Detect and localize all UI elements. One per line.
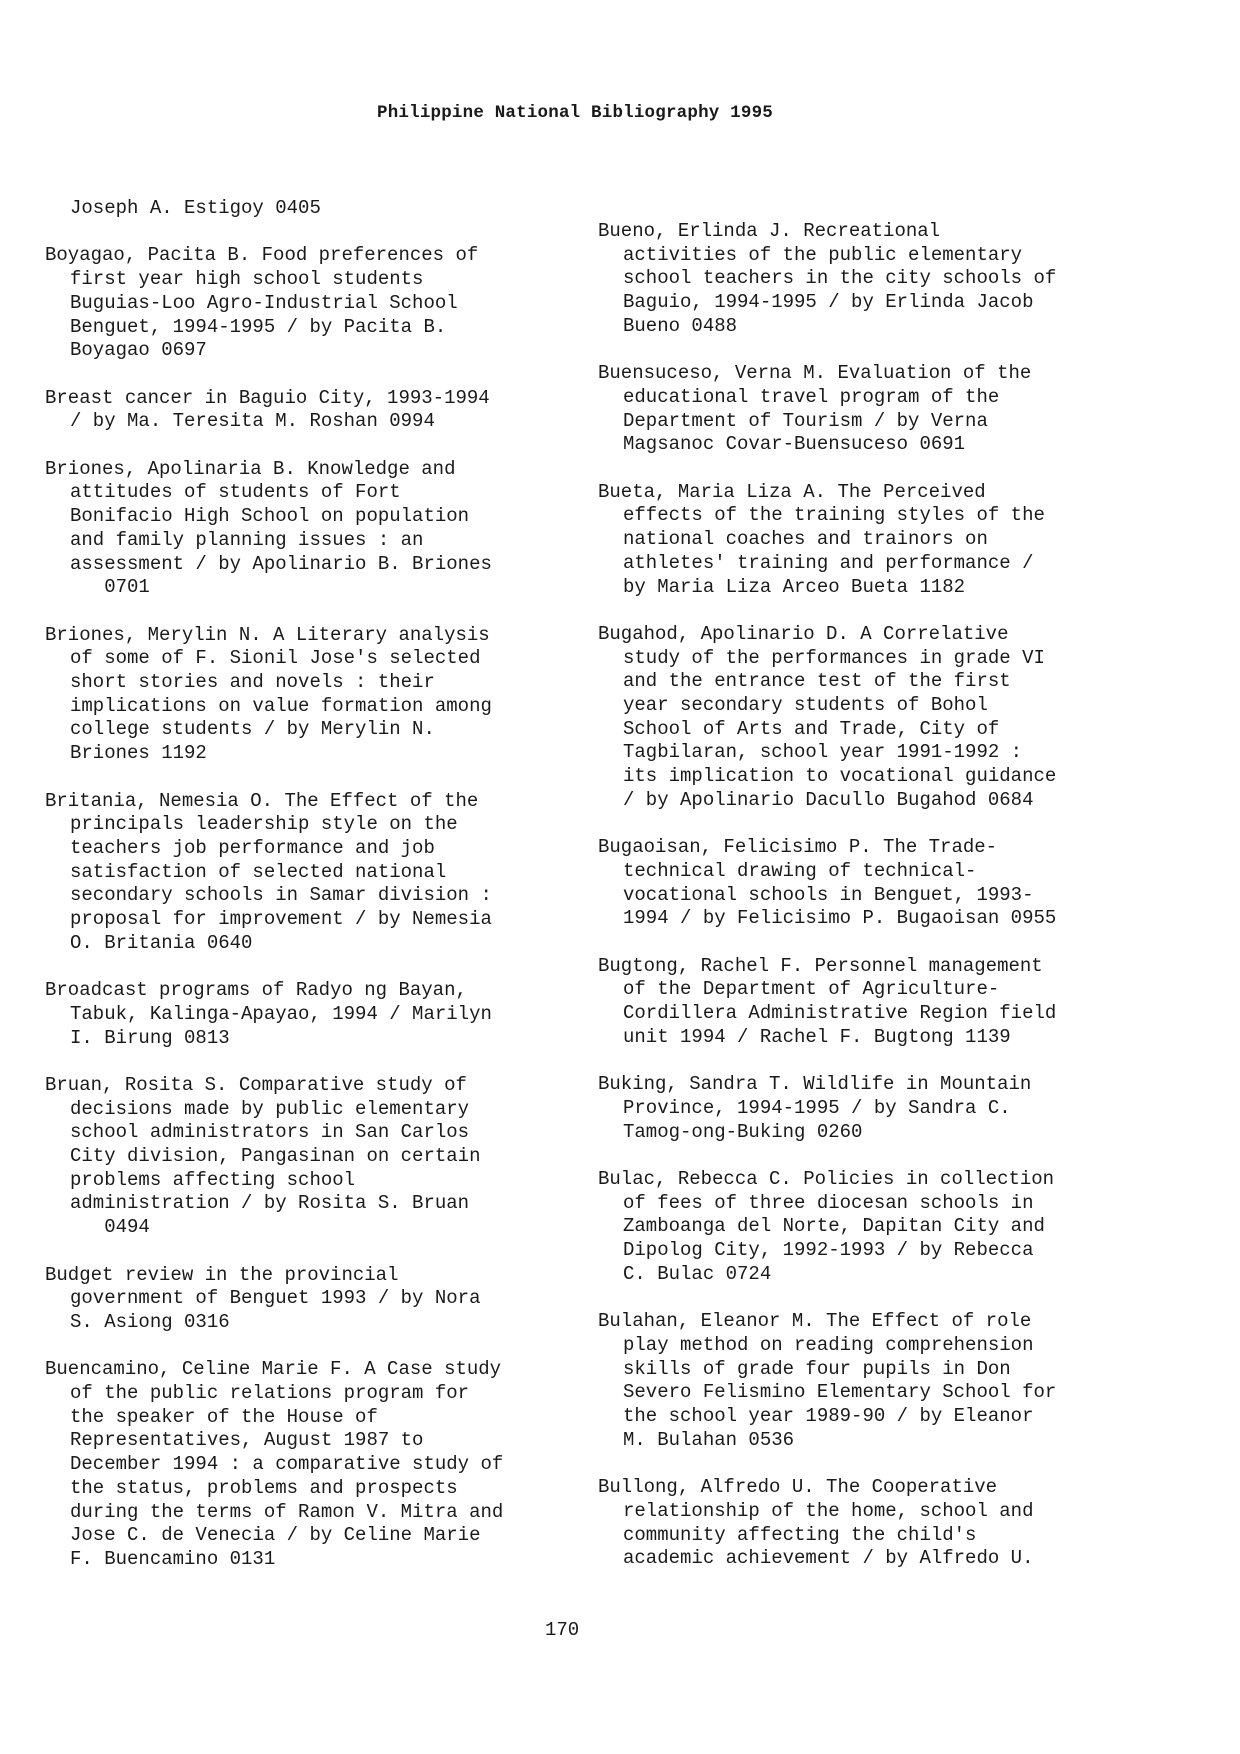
bibliography-entry: Buensuceso, Verna M. Evaluation of the educational travel program of the Department of Tourism / by Verna Magsanoc Covar-Buensuceso 0691 [598,362,1032,456]
left-column [45,197,565,1595]
bibliography-entry: Bruan, Rosita S. Comparative study of decisions made by public elementary school administrators in San Carlos City division, Pangasinan on certain problems affecting school administration / by Rosita S. Bruan 0494 [45,1073,481,1239]
bibliography-entry: Bueta, Maria Liza A. The Perceived effects of the training styles of the national coaches and trainors on athletes' training and performance / by Maria Liza Arceo Bueta 1182 [598,480,1045,598]
bibliography-entry: Buencamino, Celine Marie F. A Case study of the public relations program for the speaker of the House of Representatives, August 1987 to December 1994 : a comparative study of the status, problems and prospects during the terms of Ramon V. Mitra and Jose C. de Venecia / by Celine Marie F. Buencamino 0131 [45,1358,504,1570]
right-column [598,220,1118,1595]
bibliography-entry: Briones, Apolinaria B. Knowledge and attitudes of students of Fort Bonifacio High School on population and family planning issues : an assessment / by Apolinario B. Briones 0701 [45,457,492,599]
bibliography-entry: Joseph A. Estigoy 0405 [70,197,321,219]
bibliography-entry: Bueno, Erlinda J. Recreational activities of the public elementary school teachers in the city schools of Baguio, 1994-1995 / by Erlinda Jacob Bueno 0488 [598,220,1057,337]
bibliography-entry: Bulahan, Eleanor M. The Effect of role play method on reading comprehension skills of grade four pupils in Don Severo Felismino Elementary School for the school year 1989-90 / by Eleanor M. Bulahan 0536 [598,1310,1057,1451]
bibliography-entry: Bugaoisan, Felicisimo P. The Trade- technical drawing of technical- vocational schools in Benguet, 1993- 1994 / by Felicisimo P. Bugaoisan 0955 [598,836,1057,930]
bibliography-entry: Buking, Sandra T. Wildlife in Mountain Province, 1994-1995 / by Sandra C. Tamog-ong-Buking 0260 [598,1073,1032,1143]
bibliography-entry: Bugahod, Apolinario D. A Correlative study of the performances in grade VI and the entrance test of the first year secondary students of Bohol School of Arts and Trade, City of Tagbilaran, school year 1991-1992 : its implication to vocational guidance / by Apolinario Dacullo Bugahod 0684 [598,622,1057,811]
bibliography-entry: Broadcast programs of Radyo ng Bayan, Tabuk, Kalinga-Apayao, 1994 / Marilyn I. Birung 0813 [45,979,492,1049]
bibliography-entry: Bulac, Rebecca C. Policies in collection of fees of three diocesan schools in Zamboanga del Norte, Dapitan City and Dipolog City, 1992-1993 / by Rebecca C. Bulac 0724 [598,1168,1055,1285]
bibliography-entry: Briones, Merylin N. A Literary analysis of some of F. Sionil Jose's selected short stories and novels : their implications on value formation among college students / by Merylin N. Briones 1192 [45,623,492,765]
bibliography-entry: Bugtong, Rachel F. Personnel management of the Department of Agriculture- Cordillera Administrative Region field unit 1994 / Rachel F. Bugtong 1139 [598,954,1057,1048]
page-title: Philippine National Bibliography 1995 [377,103,773,123]
bibliography-entry: Budget review in the provincial government of Benguet 1993 / by Nora S. Asiong 0316 [45,1263,481,1333]
bibliography-entry: Britania, Nemesia O. The Effect of the principals leadership style on the teachers job performance and job satisfaction of selected national secondary schools in Samar division : proposal for improvement / by Nemesia O. Britania 0640 [45,789,492,954]
bibliography-entry: Boyagao, Pacita B. Food preferences of first year high school students Buguias-Loo Agro-Industrial School Benguet, 1994-1995 / by Pacita B. Boyagao 0697 [45,244,479,362]
bibliography-entry: Bullong, Alfredo U. The Cooperative relationship of the home, school and community affecting the child's academic achievement / by Alfredo U. [598,1476,1034,1570]
page-number: 170 [545,1619,580,1641]
bibliography-entry: Breast cancer in Baguio City, 1993-1994 / by Ma. Teresita M. Roshan 0994 [45,386,490,433]
